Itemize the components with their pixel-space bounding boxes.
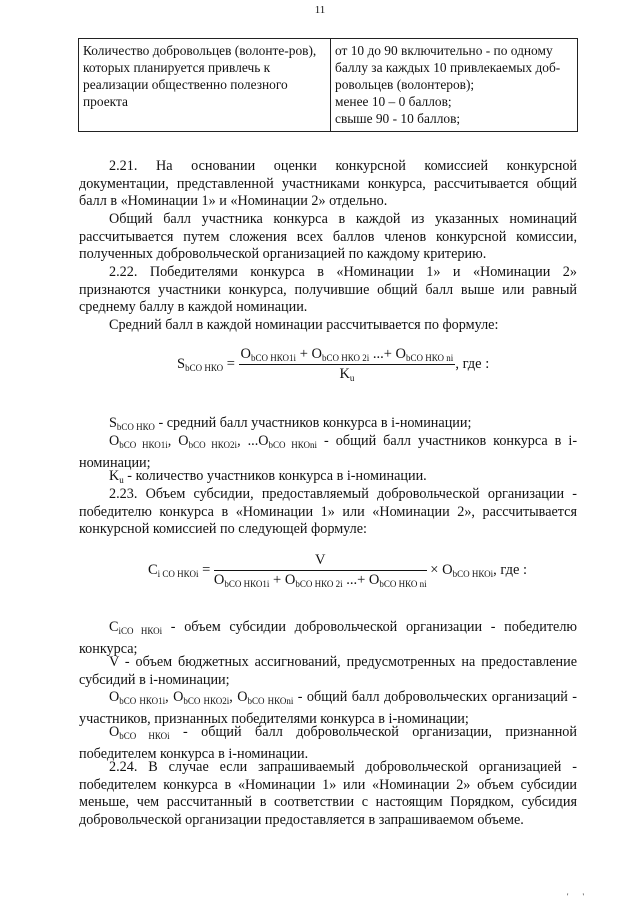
criteria-table	[78, 38, 578, 132]
table-row	[79, 39, 578, 132]
definition-budget-volume: V - объем бюджетных ассигнований, предусмотренных на предоставление субсидий в i-номинации;	[79, 654, 577, 688]
average-score-formula: $S_{bCO НКО}$ = $\frac{O_{bCO НКО1i} + O_{bCO НКО 2i} ...+ O_{bCO НКО ni}}{K_u}$ , где :	[177, 346, 490, 383]
definition-winners-total-score: $O_{bCO НКО1i}$, $O_{bCO НКО2i}$, $O_{bCO НКОni}$ - общий балл добровольческих организаций - участников, признанных победителями конкурса в i-номинации;	[79, 689, 578, 727]
formula-fraction: $\frac{O_{bCO НКО1i} + O_{bCO НКО 2i} ...+ O_{bCO НКО ni}}{K_u}$	[240, 346, 454, 383]
score-line: от 10 до 90 включительно - по одному	[335, 43, 553, 58]
score-line: менее 10 – 0 баллов;	[335, 94, 452, 109]
definition-average-score: $S_{bCO НКО}$ - средний балл участников конкурса в i-номинации;	[109, 415, 472, 432]
paragraph-average-formula-intro: Средний балл в каждой номинации рассчитывается по формуле:	[109, 317, 499, 333]
definition-subsidy-volume: $C_{iCO НКОi}$ - объем субсидии добровольческой организации - победителю конкурса;	[79, 619, 577, 657]
definition-participant-count: $K_u$ - количество участников конкурса в i-номинации.	[109, 468, 427, 485]
scan-marks: ' '	[567, 892, 590, 901]
formula-fraction: $\frac{V}{O_{bCO НКО1i} + O_{bCO НКО 2i} ...+ O_{bCO НКО ni}}$	[213, 552, 427, 589]
paragraph-2-21: 2.21. На основании оценки конкурсной комиссией конкурсной документации, представленной участниками конкурса, рассчитывается общий балл в «Номинации 1» и «Номинации 2» отдельно.	[79, 158, 577, 210]
definition-winner-score: $O_{bCO НКОi}$ - общий балл добровольческой организации, признанной победителем конкурса в i-номинации.	[79, 724, 577, 762]
score-line: ровольцев (волонтеров);	[335, 77, 475, 92]
paragraph-2-23: 2.23. Объем субсидии, предоставляемый добровольческой организации - победителю конкурса в «Номинации 1» или «Номинации 2», рассчитывается конкурсной комиссией по следующей формуле:	[79, 486, 577, 538]
definition-total-score: $O_{bCO НКО1i}$, $O_{bCO НКО2i}$, $...O_{bCO НКОni}$ - общий балл участников конкурса в i-номинации;	[79, 433, 578, 471]
paragraph-2-22: 2.22. Победителями конкурса в «Номинации 1» и «Номинации 2» признаются участники конкурса, получившие общий балл выше или равный среднему баллу в каждой номинации.	[79, 264, 577, 316]
score-line: баллу за каждых 10 привлекаемых доб-	[335, 60, 561, 75]
paragraph-2-24: 2.24. В случае если запрашиваемый добровольческой организацией - победителем конкурса в «Номинации 1» или «Номинации 2» объем субсидии меньше, чем рассчитанный в соответствии с настоящим Порядком, субсидия добровольческой организации предоставляется в запрашиваемом объеме.	[79, 759, 577, 828]
subsidy-formula: $C_{i CO НКОi}$ = $\frac{V}{O_{bCO НКО1i} + O_{bCO НКО 2i} ...+ O_{bCO НКО ni}}$ × $O_{bCO НКОi}$, где :	[148, 552, 528, 589]
paragraph-total-score: Общий балл участника конкурса в каждой из указанных номинаций рассчитывается путем сложения всех баллов членов конкурсной комиссии, полученных добровольческой организацией по каждому критерию.	[79, 211, 577, 263]
criterion-name-cell: Количество добровольцев (волонте-ров), которых планируется привлечь к реализации общественно полезного проекта	[79, 39, 331, 132]
score-line: свыше 90 - 10 баллов;	[335, 111, 461, 126]
page-number: 11	[314, 4, 326, 16]
criterion-score-cell	[331, 39, 578, 132]
